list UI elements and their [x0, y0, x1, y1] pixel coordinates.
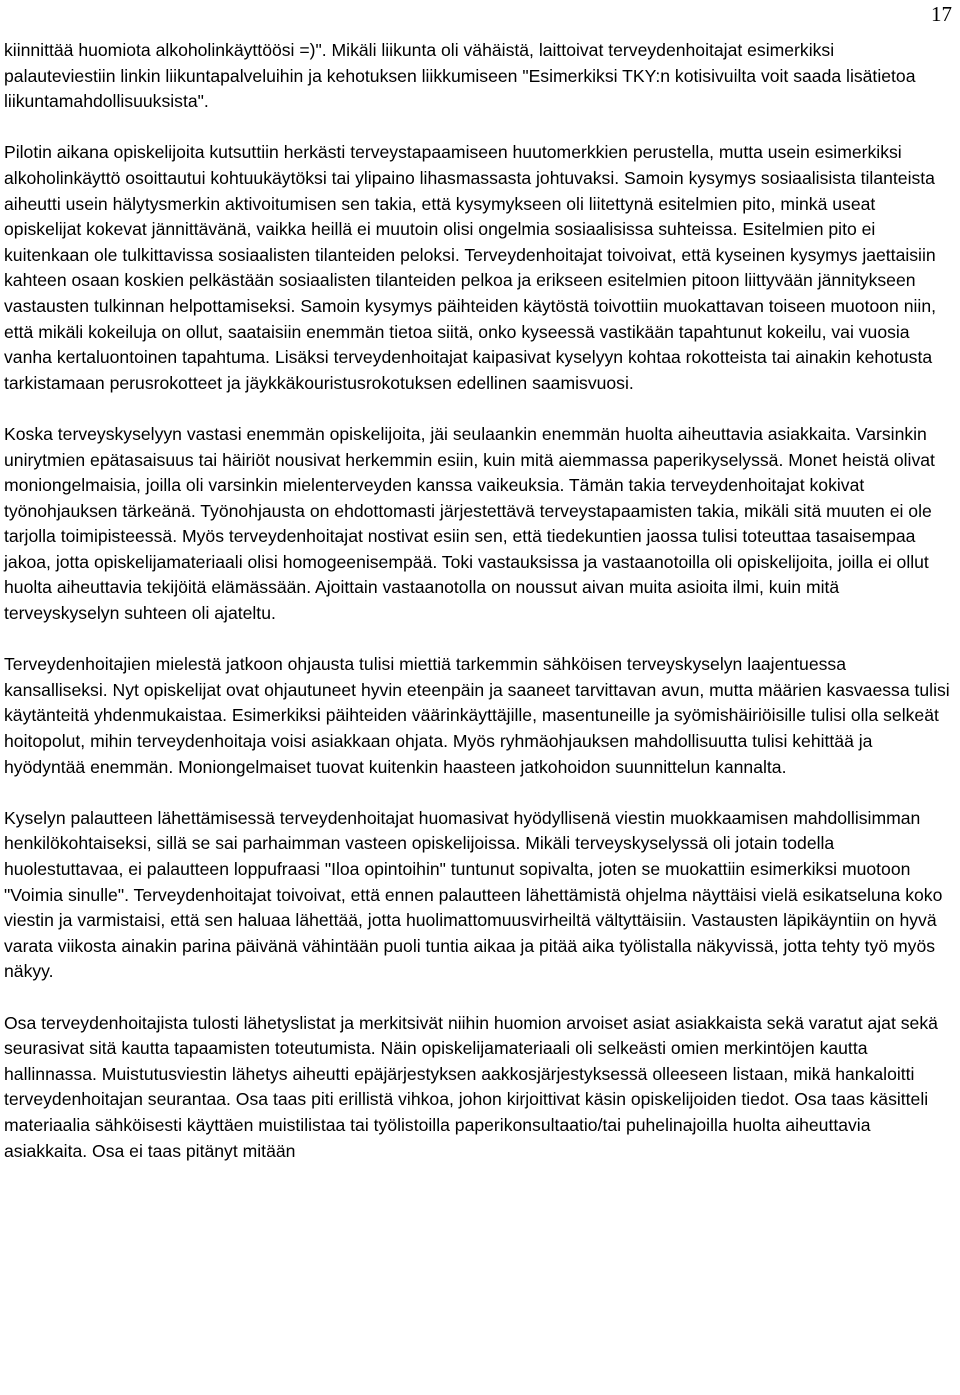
- paragraph-1: kiinnittää huomiota alkoholinkäyttöösi =)". Mikäli liikunta oli vähäistä, laittoivat terveydenhoitajat esimerkiksi palauteviestiin linkin liikuntapalveluihin ja kehotuksen liikkumiseen "Esimerkiksi TKY:n kotisivuilta voit saada lisätietoa liikuntamahdollisuuksista".: [4, 40, 916, 112]
- paragraph-2: Pilotin aikana opiskelijoita kutsuttiin herkästi terveystapaamiseen huutomerkkien perustella, mutta usein esimerkiksi alkoholinkäyttö osoittautui kohtuukäytöksi tai ylipaino lihasmassasta johtuvaksi. Samoin kysymys sosiaalisista tilanteista aiheutti usein hälytysmerkin aktivoitumisen sen takia, että kysymykseen oli liitettynä esitelmien pito, minkä useat opiskelijat kokevat jännittävänä, vaikka heillä ei muutoin olisi ongelmia sosiaalisissa suhteissa. Esitelmien pito ei kuitenkaan ole tulkittavissa sosiaalisten tilanteiden peloksi. Terveydenhoitajat toivoivat, että kyseinen kysymys jaettaisiin kahteen osaan koskien pelkästään sosiaalisten tilanteiden pelkoa ja erikseen esitelmien pitoon liittyvään jännitykseen vastausten tulkinnan helpottamiseksi. Samoin kysymys päihteiden käytöstä toivottiin muokattavan toiseen muotoon niin, että mikäli kokeiluja on ollut, saataisiin enemmän tietoa siitä, onko kyseessä vastikään tapahtunut kokeilu, vai vuosia vanha kertaluontoinen tapahtuma. Lisäksi terveydenhoitajat kaipasivat kyselyyn kohtaa rokotteista tai ainakin kehotusta tarkistamaan perusrokotteet ja jäykkäkouristusrokotuksen edellinen saamisvuosi.: [4, 142, 936, 393]
- document-body: [4, 38, 950, 1164]
- page-number: 17: [931, 2, 952, 26]
- paragraph-3: Koska terveyskyselyyn vastasi enemmän opiskelijoita, jäi seulaankin enemmän huolta aiheuttavia asiakkaita. Varsinkin unirytmien epätasaisuus tai häiriöt nousivat herkemmin esiin, kuin mitä aiemmassa paperikyselyssä. Monet heistä olivat moniongelmaisia, joilla oli varsinkin mielenterveyden kanssa vaikeuksia. Tämän takia terveydenhoitajat kokivat työnohjauksen tärkeänä. Työnohjausta on ehdottomasti järjestettävä terveystapaamisten takia, mikäli sitä muuten ei ole tarjolla toimipisteessä. Myös terveydenhoitajat nostivat esiin sen, että tiedekuntien jaossa tulisi toteuttaa tasaisempaa jakoa, jotta opiskelijamateriaali olisi homogeenisempää. Toki vastauksissa ja vastaanotoilla oli opiskelijoita, joilla ei ollut huolta aiheuttavia tekijöitä elämässään. Ajoittain vastaanotolla on noussut aivan muita asioita ilmi, kuin mitä terveyskyselyn suhteen oli ajateltu.: [4, 423, 935, 624]
- paragraph-5: Kyselyn palautteen lähettämisessä terveydenhoitajat huomasivat hyödyllisenä viestin muokkaamisen mahdollisimman henkilökohtaiseksi, sillä se sai parhaimman vasteen opiskelijoissa. Mikäli terveyskyselyssä oli jotain todella huolestuttavaa, ei palautteen loppufraasi "Iloa opintoihin" tuntunut sopivalta, joten se muokattiin esimerkiksi muotoon "Voimia sinulle". Terveydenhoitajat toivoivat, että ennen palautteen lähettämistä ohjelma näyttäisi vielä esikatseluna koko viestin ja varmistaisi, että sen haluaa lähettää, jotta huolimattomuusvirheiltä vältyttäisiin. Vastausten läpikäyntiin on hyvä varata viikosta ainakin parina päivänä vähintään puoli tuntia aikaa ja pitää aika työlistalla näkyvissä, jotta tehty työ myös näkyy.: [4, 807, 943, 982]
- paragraph-6: Osa terveydenhoitajista tulosti lähetyslistat ja merkitsivät niihin huomion arvoiset asiat asiakkaista sekä varatut ajat sekä seurasivat sitä kautta tapaamisten toteutumista. Näin opiskelijamateriaali oli selkeästi omien merkintöjen kautta hallinnassa. Muistutusviestin lähetys aiheutti epäjärjestyksen aakkosjärjestyksessä olleeseen listaan, mikä hankaloitti terveydenhoitajan seurantaa. Osa taas piti erillistä vihkoa, johon kirjoittivat käsin opiskelijoiden tiedot. Osa taas käsitteli materiaalia sähköisesti käyttäen muistilistaa tai työlistoilla paperikonsultaatio/tai puhelinajoilla huolta aiheuttavia asiakkaita. Osa ei taas pitänyt mitään: [4, 1012, 938, 1161]
- paragraph-4: Terveydenhoitajien mielestä jatkoon ohjausta tulisi miettiä tarkemmin sähköisen terveyskyselyn laajentuessa kansalliseksi. Nyt opiskelijat ovat ohjautuneet hyvin eteenpäin ja saaneet tarvittavan avun, mutta määrien kasvaessa tulisi käytänteitä yhdenmukaistaa. Esimerkiksi päihteiden väärinkäyttäjille, masentuneille ja syömishäiriöisille tulisi olla selkeät hoitopolut, mihin terveydenhoitaja voisi asiakkaan ohjata. Myös ryhmäohjauksen mahdollisuutta tulisi kehittää ja hyödyntää enemmän. Moniongelmaiset tuovat kuitenkin haasteen jatkohoidon suunnittelun kannalta.: [4, 654, 950, 777]
